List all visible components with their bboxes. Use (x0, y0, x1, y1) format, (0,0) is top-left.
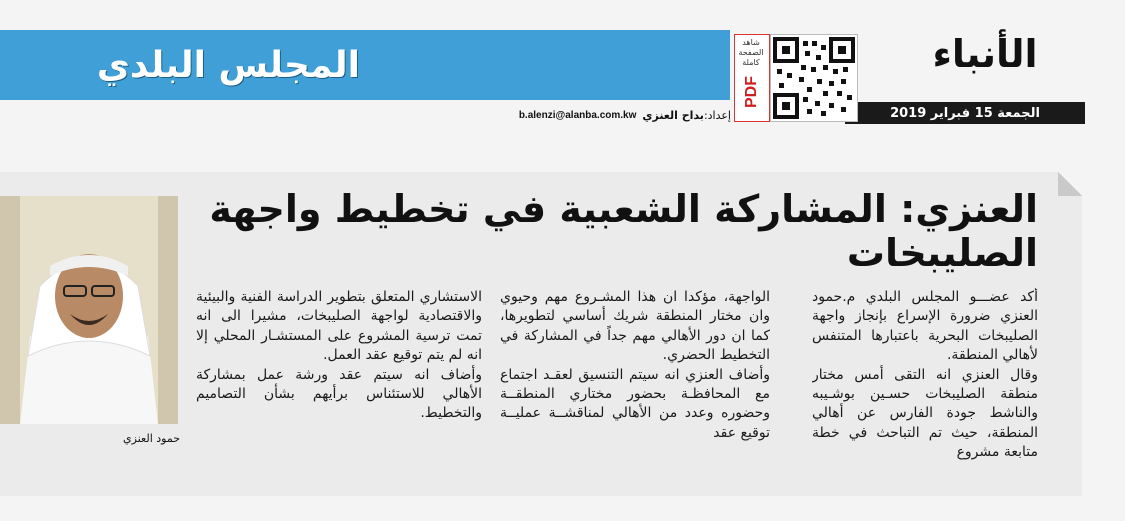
pdf-side-text (736, 38, 766, 78)
paragraph: الواجهة، مؤكدا ان هذا المشـروع مهم وحيوي وان مختار المنطقة شريك أساسي لتطويرها، كما ان دور الأهالي مهم جداً في المشاركة في التخطيط الحضري. (500, 289, 770, 364)
article-headline: العنزي: المشاركة الشعبية في تخطيط واجهة الصليبخات (209, 187, 1038, 275)
pdf-side-line: شاهد (742, 38, 760, 47)
paragraph: وأضاف انه سيتم عقد ورشة عمل بمشاركة الأهالي للاستئناس برأيهم بشأن التصاميم والتخطيط. (196, 366, 482, 422)
issue-date: الجمعة 15 فبراير 2019 (845, 102, 1085, 124)
paragraph: الاستشاري المتعلق بتطوير الدراسة الفنية والبيئية والاقتصادية لواجهة الصليبخات، مشيرا الى انه تمت ترسية المشروع على المستشـار المحلي إلا انه لم يتم توقيع عقد العمل. (196, 289, 482, 364)
pdf-label: PDF (743, 76, 760, 108)
page-corner-fold (1058, 172, 1082, 196)
newspaper-logo: الأنباء (932, 32, 1038, 76)
portrait-illustration (0, 196, 178, 424)
qr-code-icon[interactable] (770, 34, 858, 122)
paragraph: وأضاف العنزي انه سيتم التنسيق لعقـد اجتماع مع المحافظـة بحضور مختاري المنطقــة وحضوره وعدد من الأهالي لمناقشــة عمليــة توقيع عقد (500, 366, 770, 441)
qr-code-graphic (771, 35, 857, 121)
pdf-side-line: كاملة (742, 58, 760, 67)
portrait-photo (0, 196, 178, 424)
paragraph: أكد عضـــو المجلس البلدي م.حمود العنزي ضرورة الإسراع بإنجاز واجهة الصليبخات البحرية باعتبارها المتنفس لأهالي المنطقة. (812, 289, 1038, 364)
section-title: المجلس البلدي (96, 44, 360, 86)
byline-prefix: إعداد: (703, 108, 731, 122)
byline-email[interactable]: b.alenzi@alanba.com.kw (518, 109, 637, 121)
byline (495, 104, 731, 126)
pdf-side-line: الصفحة (738, 48, 764, 57)
article-column-1 (812, 288, 1038, 483)
byline-author: بداح العنزي (642, 108, 704, 122)
article-column-2 (500, 288, 770, 483)
article-column-3 (196, 288, 482, 483)
paragraph: وقال العنزي انه التقى أمس مختار منطقة الصليبخات حسـين بوشـيبه والناشط جودة الفارس عن أهالي المنطقة، حيث تم التباحث في خطة متابعة مشروع (812, 366, 1038, 461)
photo-caption: حمود العنزي (123, 432, 180, 445)
